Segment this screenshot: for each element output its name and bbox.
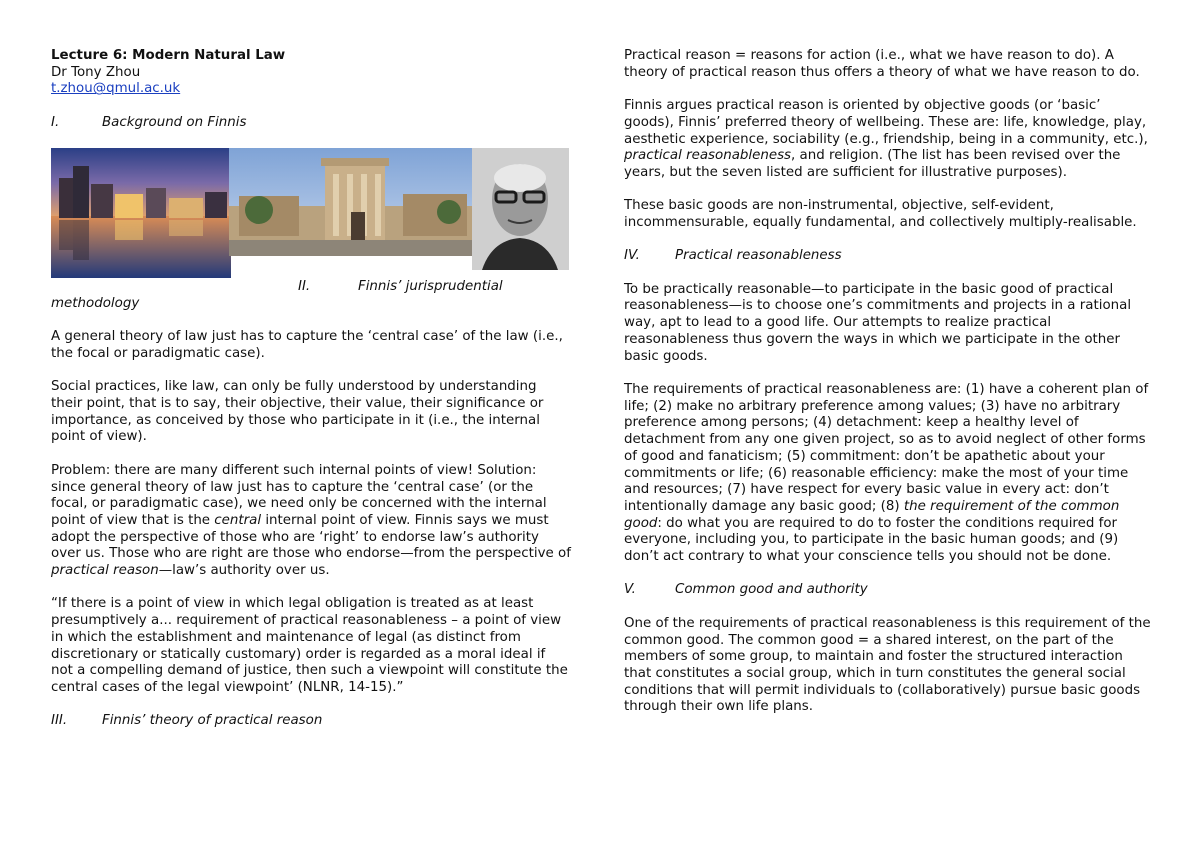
paragraph: To be practically reasonable—to participate in the basic good of practical reasonableness—is to choose one’s commitments and projects in a rational way, apt to lead to a good life. Our attempts to realize practical reasonableness thus govern the ways in which we participate in the other basic goods. — [624, 281, 1132, 364]
section-title: Finnis’ theory of practical reason — [102, 713, 323, 729]
section-title: Background on Finnis — [102, 114, 247, 130]
section-number: III. — [51, 713, 68, 729]
paragraph: Problem: there are many different such internal points of view! Solution: since general theory of law just has to capture the ‘central case’ (or the focal, or paradigmatic case), we need only be concerned with the internal point of view that is the central internal point of view. Finnis says we must adopt the perspective of those who are ‘right’ to endorse law’s authority over us. Those who are right are those who endorse—from the perspective of practical reason—law’s authority over us. — [51, 462, 571, 579]
city-skyline-image — [51, 148, 231, 278]
right-column — [624, 48, 1154, 733]
university-building-image — [229, 148, 473, 256]
section-title-continued: methodology — [51, 295, 140, 311]
paragraph: These basic goods are non-instrumental, objective, self-evident, incommensurable, equally fundamental, and collectively multiply-realisable. — [624, 198, 1137, 230]
quote-paragraph: “If there is a point of view in which legal obligation is treated as at least presumptively a... requirement of practical reasonableness – a point of view in which the establishment and maintenance of legal (as distinct from discretionary or statically customary) order is regarded as a moral ideal if not a compelling demand of justice, then such a viewpoint will constitute the central cases of the legal viewpoint’ (NLNR, 14-15).” — [51, 596, 568, 695]
section-heading-2 — [51, 279, 571, 296]
paragraph: Finnis argues practical reason is oriented by objective goods (or ‘basic’ goods), Finnis’ preferred theory of wellbeing. These are: life, knowledge, play, aesthetic experience, sociability (e.g., friendship, being in a community, etc.), practical reasonableness, and religion. (The list has been revised over the years, but the seven listed are sufficient for illustrative purposes). — [624, 98, 1148, 180]
header-images — [51, 148, 569, 278]
email-link[interactable]: t.zhou@qmul.ac.uk — [51, 81, 181, 97]
paragraph: The requirements of practical reasonableness are: (1) have a coherent plan of life; (2) make no arbitrary preference among values; (3) have no arbitrary preference among persons; (4) detachment: keep a healthy level of detachment from any one given project, so as to avoid neglect of other forms of good and fanaticism; (5) commitment: don’t be apathetic about your commitments or life; (6) reasonable efficiency: make the most of your time and resources; (7) have respect for every basic value in every act: don’t intentionally damage any basic good; (8) the requirement of the common good: do what you are required to do to foster the conditions required for everyone, including you, to participate in the basic human goods; and (9) don’t act contrary to what your conscience tells you should not be done. — [624, 381, 1149, 565]
left-column — [51, 48, 571, 747]
section-heading-4 — [624, 248, 1154, 265]
section-title: Practical reasonableness — [675, 248, 842, 264]
section-heading-1 — [51, 115, 571, 132]
paragraph: Practical reason = reasons for action (i.e., what we have reason to do). A theory of practical reason thus offers a theory of what we have reason to do. — [624, 48, 1140, 80]
section-heading-5 — [624, 582, 1154, 599]
section-title: Common good and authority — [675, 582, 868, 598]
finnis-portrait-image — [472, 148, 569, 270]
paragraph: One of the requirements of practical reasonableness is this requirement of the common good. The common good = a shared interest, on the part of the members of some group, to maintain and foster the structured interaction that constitutes a social group, which in turn constitutes the general social conditions that will permit individuals to (collaboratively) pursue basic goods through their own life plans. — [624, 615, 1151, 715]
section-number: II. — [298, 279, 311, 295]
section-number: IV. — [624, 248, 640, 264]
section-title: Finnis’ jurisprudential — [358, 279, 503, 295]
section-number: I. — [51, 114, 60, 130]
paragraph: A general theory of law just has to capture the ‘central case’ of the law (i.e., the focal or paradigmatic case). — [51, 329, 563, 361]
lecture-title: Lecture 6: Modern Natural Law — [51, 48, 286, 63]
section-number: V. — [624, 582, 636, 598]
paragraph: Social practices, like law, can only be fully understood by understanding their point, that is to say, their objective, their value, their significance or importance, as conceived by those who participate in it (i.e., the internal point of view). — [51, 379, 544, 445]
author-name: Dr Tony Zhou — [51, 64, 141, 80]
section-heading-3 — [51, 713, 571, 730]
